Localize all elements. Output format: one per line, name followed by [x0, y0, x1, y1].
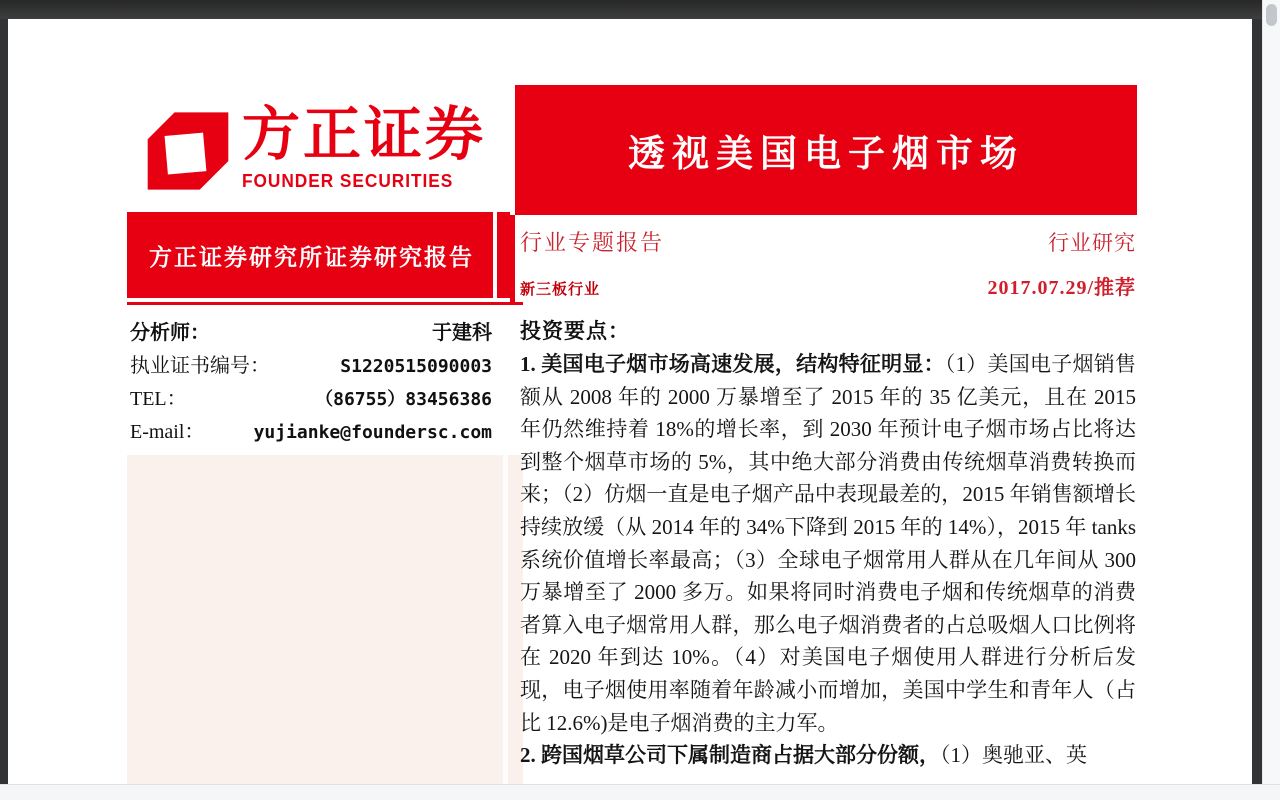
license-number-value: S1220515090003: [340, 356, 492, 377]
paragraph-2-text: （1）奥驰亚、英: [940, 743, 1087, 768]
red-divider-line: [127, 302, 523, 305]
status-bar: [0, 784, 1280, 800]
analyst-row: [130, 382, 492, 415]
paragraph-1-lead: 1. 美国电子烟市场高速发展，结构特征明显：: [520, 352, 945, 376]
report-date-rating: 2017.07.29/推荐: [987, 277, 1136, 299]
paragraph-1-text: （1）美国电子烟销售额从 2008 年的 2000 万暴增至了 2015 年的 35 亿美元，且在 2015 年仍然维持着 18%的增长率，到 2030 年预计电子烟市场占比将达到整个烟草市场的 5%，其中绝大部分消费由传统烟草消费转换而来；（2）仿烟一直是电子烟产品中表现最差的，2015 年销售额增长持续放缓（从 2014 年的 34%下降到 2015 年的 14%），2015 年 tanks 系统价值增长率最高；（3）全球电子烟常用人群从在几年间从 300 万暴增至了 2000 多万。如果将同时消费电子烟和传统烟草的消费者算入电子烟常用人群，那么电子烟消费者的占总吸烟人口比例将在 2020 年到达 10%。（4）对美国电子烟使用人群进行分析后发现，电子烟使用率随着年龄减小而增加，美国中学生和青年人（占比 12.6%)是电子烟消费的主力军。: [520, 352, 1137, 735]
report-type: 行业专题报告: [520, 230, 665, 255]
analyst-row: [130, 415, 492, 448]
report-header-row: [520, 226, 1136, 257]
investment-highlights-title: 投资要点：: [520, 319, 630, 343]
red-vertical-rule: [510, 215, 515, 305]
report-page: [8, 19, 1252, 784]
report-subheader-row: [520, 271, 1136, 300]
analyst-name: 于建科: [432, 322, 492, 344]
analyst-row: [130, 349, 492, 382]
tel-value: （86755）83456386: [315, 389, 492, 410]
analyst-info-block: [130, 316, 492, 448]
scrollbar-thumb[interactable]: [1266, 4, 1277, 26]
license-number-label: 执业证书编号：: [130, 355, 270, 377]
brand-text: [242, 102, 487, 192]
page-scrollbar[interactable]: [1262, 0, 1280, 784]
email-value: yujianke@foundersc.com: [253, 422, 492, 443]
research-category: 行业研究: [1048, 231, 1136, 255]
report-title: 透视美国电子烟市场: [628, 134, 1024, 175]
sidebar-banner: [127, 212, 510, 298]
industry-tag: 新三板行业: [520, 282, 601, 298]
paragraph-2-lead: 2. 跨国烟草公司下属制造商占据大部分份额，: [520, 743, 940, 768]
report-title-banner: [515, 85, 1137, 215]
analyst-label: 分析师：: [130, 322, 210, 344]
paragraph-1: [520, 348, 1136, 739]
sidebar-pink-panel: [127, 455, 523, 784]
tel-label: TEL：: [130, 388, 187, 410]
paragraph-2: [520, 739, 1136, 772]
founder-logo-icon: [146, 105, 230, 197]
brand-name-en: FOUNDER SECURITIES: [242, 170, 454, 191]
sidebar-banner-label: 方正证券研究所证券研究报告: [149, 244, 474, 270]
analyst-row: [130, 316, 492, 349]
brand-name: 方正证券: [242, 102, 487, 167]
window-topbar: [0, 0, 1262, 19]
brand-block: [146, 102, 487, 197]
report-body: [520, 348, 1136, 772]
email-label: E-mail：: [130, 421, 205, 443]
